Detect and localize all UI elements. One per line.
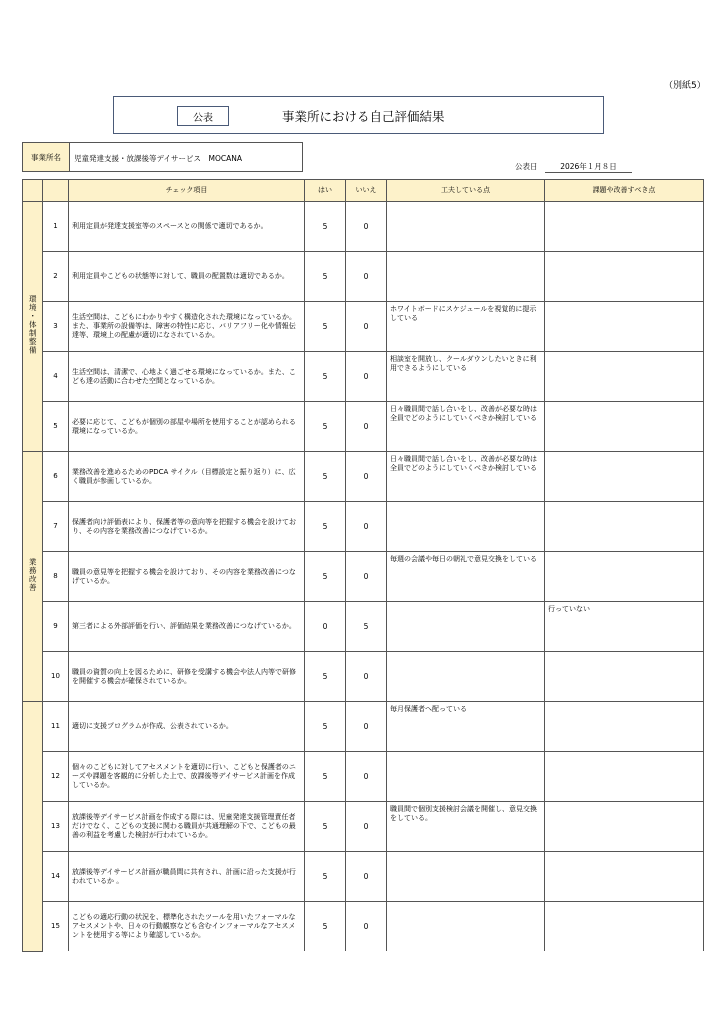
- yes-count: 5: [305, 402, 346, 452]
- row-number: 11: [43, 702, 69, 752]
- header-check-item: チェック項目: [69, 180, 305, 202]
- issue-note: [545, 202, 704, 252]
- yes-count: 5: [305, 202, 346, 252]
- issue-note: [545, 552, 704, 602]
- table-body: [23, 202, 704, 952]
- no-count: 0: [346, 302, 387, 352]
- header-effort: 工夫している点: [387, 180, 545, 202]
- check-item-text: 第三者による外部評価を行い、評価結果を業務改善につなげているか。: [69, 602, 305, 652]
- public-tag: 公表: [177, 106, 229, 126]
- table-row: [23, 652, 704, 702]
- effort-note: 日々職員間で話し合いをし、改善が必要な時は全員でどのようにしていくべきか検討している: [387, 402, 545, 452]
- no-count: 0: [346, 702, 387, 752]
- check-item-text: 利用定員が発達支援室等のスペースとの関係で適切であるか。: [69, 202, 305, 252]
- issue-note: [545, 402, 704, 452]
- header-yes: はい: [305, 180, 346, 202]
- issue-note: [545, 652, 704, 702]
- yes-count: 5: [305, 302, 346, 352]
- yes-count: 5: [305, 752, 346, 802]
- issue-note: [545, 352, 704, 402]
- effort-note: 毎月保護者へ配っている: [387, 702, 545, 752]
- header-number: [43, 180, 69, 202]
- issue-note: [545, 252, 704, 302]
- effort-note: [387, 852, 545, 902]
- issue-note: [545, 752, 704, 802]
- row-number: 6: [43, 452, 69, 502]
- check-item-text: 職員の資質の向上を図るために、研修を受講する機会や法人内等で研修を開催する機会が確保されているか。: [69, 652, 305, 702]
- table-header-row: [23, 180, 704, 202]
- yes-count: 5: [305, 802, 346, 852]
- table-row: [23, 752, 704, 802]
- attachment-label: （別紙5）: [664, 81, 706, 91]
- office-box: [22, 142, 303, 172]
- no-count: 0: [346, 802, 387, 852]
- yes-count: 5: [305, 452, 346, 502]
- table-row: [23, 352, 704, 402]
- check-item-text: 利用定員やこどもの状態等に対して、職員の配置数は適切であるか。: [69, 252, 305, 302]
- no-count: 0: [346, 652, 387, 702]
- yes-count: 5: [305, 552, 346, 602]
- table-row: [23, 902, 704, 952]
- yes-count: 5: [305, 352, 346, 402]
- row-number: 10: [43, 652, 69, 702]
- issue-note: [545, 702, 704, 752]
- effort-note: [387, 202, 545, 252]
- table-row: [23, 702, 704, 752]
- effort-note: [387, 902, 545, 952]
- check-item-text: 職員の意見等を把握する機会を設けており、その内容を業務改善につなげているか。: [69, 552, 305, 602]
- category-label: 環境・体制整備: [28, 295, 38, 355]
- issue-note: [545, 452, 704, 502]
- effort-note: 職員間で個別支援検討会議を開催し、意見交換をしている。: [387, 802, 545, 852]
- table-row: [23, 852, 704, 902]
- row-number: 1: [43, 202, 69, 252]
- check-item-text: 生活空間は、こどもにわかりやすく構造化された環境になっているか。また、事業所の設備等は、障害の特性に応じ、バリアフリー化や情報伝達等、環境上の配慮が適切になされているか。: [69, 302, 305, 352]
- row-number: 9: [43, 602, 69, 652]
- row-number: 3: [43, 302, 69, 352]
- no-count: 0: [346, 552, 387, 602]
- issue-note: 行っていない: [545, 602, 704, 652]
- yes-count: 5: [305, 852, 346, 902]
- page-title: 事業所における自己評価結果: [282, 109, 445, 124]
- row-number: 2: [43, 252, 69, 302]
- effort-note: [387, 752, 545, 802]
- effort-note: [387, 252, 545, 302]
- effort-note: 日々職員間で話し合いをし、改善が必要な時は全員でどのようにしていくべきか検討している: [387, 452, 545, 502]
- row-number: 12: [43, 752, 69, 802]
- pub-date-value: 2026年１月８日: [545, 161, 632, 173]
- row-number: 13: [43, 802, 69, 852]
- check-item-text: 必要に応じて、こどもが個別の部屋や場所を使用することが認められる環境になっているか。: [69, 402, 305, 452]
- no-count: 0: [346, 202, 387, 252]
- header-no: いいえ: [346, 180, 387, 202]
- yes-count: 5: [305, 502, 346, 552]
- no-count: 0: [346, 902, 387, 952]
- no-count: 0: [346, 752, 387, 802]
- check-item-text: 放課後等デイサービス計画を作成する際には、児童発達支援管理責任者だけでなく、こどもの支援に関わる職員が共通理解の下で、こどもの最善の利益を考慮した検討が行われているか。: [69, 802, 305, 852]
- table-row: [23, 452, 704, 502]
- issue-note: [545, 852, 704, 902]
- check-item-text: 業務改善を進めるためのPDCA サイクル（目標設定と振り返り）に、広く職員が参画しているか。: [69, 452, 305, 502]
- yes-count: 5: [305, 702, 346, 752]
- header-issue: 課題や改善すべき点: [545, 180, 704, 202]
- category-label: 業務改善: [28, 558, 38, 593]
- header-category: [23, 180, 43, 202]
- no-count: 0: [346, 852, 387, 902]
- office-name: 児童発達支援・放課後等デイサービス MOCANA: [74, 154, 242, 163]
- table-row: [23, 502, 704, 552]
- yes-count: 0: [305, 602, 346, 652]
- row-number: 7: [43, 502, 69, 552]
- row-number: 4: [43, 352, 69, 402]
- effort-note: ホワイトボードにスケジュールを視覚的に提示している: [387, 302, 545, 352]
- category-cell: [23, 702, 43, 952]
- effort-note: [387, 502, 545, 552]
- no-count: 0: [346, 352, 387, 402]
- no-count: 0: [346, 502, 387, 552]
- issue-note: [545, 302, 704, 352]
- table-row: [23, 602, 704, 652]
- check-item-text: こどもの適応行動の状況を、標準化されたツールを用いたフォーマルなアセスメントや、日々の行動観察なども含むインフォーマルなアセスメントを使用する等により確認しているか。: [69, 902, 305, 952]
- table-row: [23, 302, 704, 352]
- row-number: 5: [43, 402, 69, 452]
- no-count: 0: [346, 252, 387, 302]
- table-row: [23, 402, 704, 452]
- table-row: [23, 802, 704, 852]
- yes-count: 5: [305, 252, 346, 302]
- table-row: [23, 552, 704, 602]
- effort-note: [387, 652, 545, 702]
- check-item-text: 適切に支援プログラムが作成、公表されているか。: [69, 702, 305, 752]
- issue-note: [545, 802, 704, 852]
- no-count: 0: [346, 402, 387, 452]
- table-row: [23, 252, 704, 302]
- category-cell: [23, 452, 43, 702]
- table-row: [23, 202, 704, 252]
- no-count: 0: [346, 452, 387, 502]
- check-item-text: 生活空間は、清潔で、心地よく過ごせる環境になっているか。また、こども達の活動に合わせた空間となっているか。: [69, 352, 305, 402]
- no-count: 5: [346, 602, 387, 652]
- yes-count: 5: [305, 652, 346, 702]
- check-item-text: 放課後等デイサービス計画が職員間に共有され、計画に沿った支援が行われているか 。: [69, 852, 305, 902]
- check-item-text: 個々のこどもに対してアセスメントを適切に行い、こどもと保護者のニーズや課題を客観的に分析した上で、放課後等デイサービス計画を作成しているか。: [69, 752, 305, 802]
- yes-count: 5: [305, 902, 346, 952]
- row-number: 14: [43, 852, 69, 902]
- office-label: 事業所名: [23, 143, 70, 171]
- check-item-text: 保護者向け評価表により、保護者等の意向等を把握する機会を設けており、その内容を業務改善につなげているか。: [69, 502, 305, 552]
- evaluation-table: [22, 179, 704, 952]
- issue-note: [545, 502, 704, 552]
- pub-date-label: 公表日: [515, 162, 538, 171]
- effort-note: 相談室を開放し、クールダウンしたいときに利用できるようにしている: [387, 352, 545, 402]
- issue-note: [545, 902, 704, 952]
- row-number: 15: [43, 902, 69, 952]
- row-number: 8: [43, 552, 69, 602]
- effort-note: [387, 602, 545, 652]
- category-cell: [23, 202, 43, 452]
- effort-note: 毎週の会議や毎日の朝礼で意見交換をしている: [387, 552, 545, 602]
